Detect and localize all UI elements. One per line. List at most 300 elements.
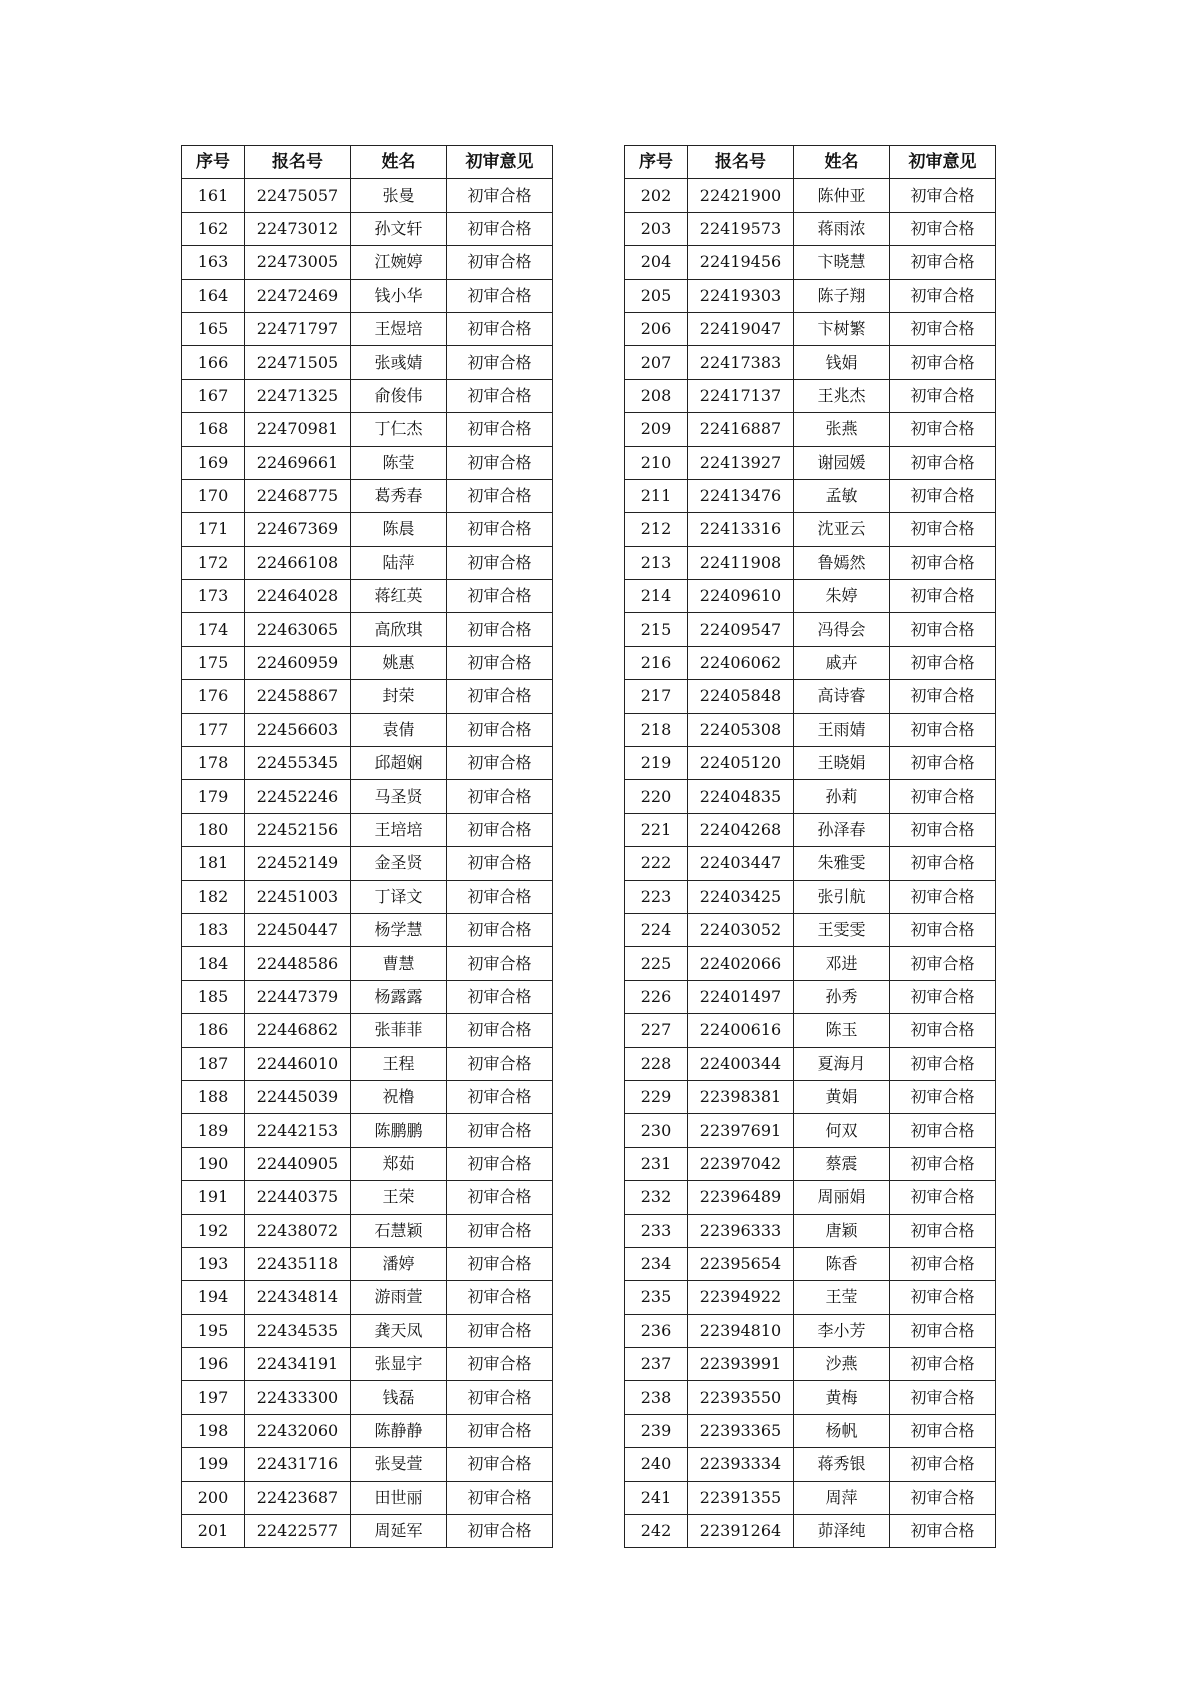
table-row bbox=[625, 1114, 996, 1147]
cell-name: 杨帆 bbox=[794, 1414, 890, 1447]
cell-opinion: 初审合格 bbox=[890, 346, 996, 379]
cell-seq: 231 bbox=[625, 1147, 688, 1180]
cell-opinion: 初审合格 bbox=[447, 913, 553, 946]
table-row bbox=[625, 880, 996, 913]
cell-name: 孙文轩 bbox=[351, 212, 447, 245]
cell-reg: 22466108 bbox=[245, 546, 351, 579]
cell-name: 卞晓慧 bbox=[794, 246, 890, 279]
cell-reg: 22432060 bbox=[245, 1414, 351, 1447]
cell-opinion: 初审合格 bbox=[890, 279, 996, 312]
table-row bbox=[625, 1348, 996, 1381]
cell-seq: 197 bbox=[182, 1381, 245, 1414]
cell-seq: 200 bbox=[182, 1481, 245, 1514]
table-row bbox=[182, 1314, 553, 1347]
cell-reg: 22391355 bbox=[688, 1481, 794, 1514]
table-row bbox=[182, 613, 553, 646]
cell-seq: 193 bbox=[182, 1247, 245, 1280]
cell-name: 金圣贤 bbox=[351, 847, 447, 880]
cell-name: 张菲菲 bbox=[351, 1014, 447, 1047]
cell-opinion: 初审合格 bbox=[447, 1047, 553, 1080]
cell-seq: 195 bbox=[182, 1314, 245, 1347]
cell-opinion: 初审合格 bbox=[890, 913, 996, 946]
cell-name: 鲁嫣然 bbox=[794, 546, 890, 579]
cell-opinion: 初审合格 bbox=[890, 1381, 996, 1414]
cell-opinion: 初审合格 bbox=[447, 1314, 553, 1347]
table-row bbox=[182, 246, 553, 279]
cell-opinion: 初审合格 bbox=[447, 179, 553, 212]
table-row bbox=[625, 747, 996, 780]
cell-reg: 22400344 bbox=[688, 1047, 794, 1080]
cell-name: 冯得会 bbox=[794, 613, 890, 646]
cell-reg: 22455345 bbox=[245, 747, 351, 780]
table-row bbox=[182, 513, 553, 546]
cell-reg: 22404835 bbox=[688, 780, 794, 813]
table-row bbox=[182, 680, 553, 713]
cell-name: 江婉婷 bbox=[351, 246, 447, 279]
table-row bbox=[182, 1281, 553, 1314]
cell-reg: 22397042 bbox=[688, 1147, 794, 1180]
cell-reg: 22456603 bbox=[245, 713, 351, 746]
cell-reg: 22419456 bbox=[688, 246, 794, 279]
cell-reg: 22452149 bbox=[245, 847, 351, 880]
cell-name: 蒋秀银 bbox=[794, 1448, 890, 1481]
table-row bbox=[182, 1080, 553, 1113]
cell-opinion: 初审合格 bbox=[447, 1147, 553, 1180]
cell-reg: 22403447 bbox=[688, 847, 794, 880]
cell-name: 张彧婧 bbox=[351, 346, 447, 379]
cell-name: 朱婷 bbox=[794, 580, 890, 613]
cell-seq: 161 bbox=[182, 179, 245, 212]
cell-opinion: 初审合格 bbox=[447, 1181, 553, 1214]
header-reg: 报名号 bbox=[688, 146, 794, 179]
cell-opinion: 初审合格 bbox=[890, 479, 996, 512]
table-row bbox=[182, 479, 553, 512]
cell-seq: 171 bbox=[182, 513, 245, 546]
cell-reg: 22451003 bbox=[245, 880, 351, 913]
cell-reg: 22468775 bbox=[245, 479, 351, 512]
cell-seq: 177 bbox=[182, 713, 245, 746]
cell-reg: 22440905 bbox=[245, 1147, 351, 1180]
header-reg: 报名号 bbox=[245, 146, 351, 179]
cell-reg: 22463065 bbox=[245, 613, 351, 646]
cell-reg: 22405308 bbox=[688, 713, 794, 746]
cell-seq: 181 bbox=[182, 847, 245, 880]
cell-name: 曹慧 bbox=[351, 947, 447, 980]
table-row bbox=[182, 747, 553, 780]
cell-reg: 22401497 bbox=[688, 980, 794, 1013]
cell-seq: 192 bbox=[182, 1214, 245, 1247]
cell-opinion: 初审合格 bbox=[447, 680, 553, 713]
cell-seq: 163 bbox=[182, 246, 245, 279]
cell-name: 郑茹 bbox=[351, 1147, 447, 1180]
cell-reg: 22446010 bbox=[245, 1047, 351, 1080]
cell-seq: 226 bbox=[625, 980, 688, 1013]
cell-reg: 22419047 bbox=[688, 312, 794, 345]
cell-opinion: 初审合格 bbox=[890, 1147, 996, 1180]
cell-name: 田世丽 bbox=[351, 1481, 447, 1514]
header-seq: 序号 bbox=[625, 146, 688, 179]
cell-name: 张旻萱 bbox=[351, 1448, 447, 1481]
table-row bbox=[625, 1214, 996, 1247]
cell-name: 杨露露 bbox=[351, 980, 447, 1013]
cell-opinion: 初审合格 bbox=[447, 1014, 553, 1047]
cell-name: 王兆杰 bbox=[794, 379, 890, 412]
cell-opinion: 初审合格 bbox=[890, 246, 996, 279]
table-row bbox=[625, 580, 996, 613]
cell-name: 王培培 bbox=[351, 813, 447, 846]
cell-opinion: 初审合格 bbox=[447, 646, 553, 679]
cell-reg: 22400616 bbox=[688, 1014, 794, 1047]
cell-opinion: 初审合格 bbox=[447, 1348, 553, 1381]
cell-name: 高诗睿 bbox=[794, 680, 890, 713]
cell-opinion: 初审合格 bbox=[447, 580, 553, 613]
cell-opinion: 初审合格 bbox=[890, 1281, 996, 1314]
cell-seq: 239 bbox=[625, 1414, 688, 1447]
table-row bbox=[625, 1481, 996, 1514]
table-row bbox=[625, 312, 996, 345]
cell-name: 李小芳 bbox=[794, 1314, 890, 1347]
cell-opinion: 初审合格 bbox=[447, 1515, 553, 1548]
cell-opinion: 初审合格 bbox=[890, 379, 996, 412]
cell-seq: 202 bbox=[625, 179, 688, 212]
cell-name: 黄梅 bbox=[794, 1381, 890, 1414]
cell-seq: 219 bbox=[625, 747, 688, 780]
cell-reg: 22473012 bbox=[245, 212, 351, 245]
cell-name: 钱小华 bbox=[351, 279, 447, 312]
cell-reg: 22447379 bbox=[245, 980, 351, 1013]
cell-seq: 175 bbox=[182, 646, 245, 679]
cell-name: 陈莹 bbox=[351, 446, 447, 479]
cell-opinion: 初审合格 bbox=[447, 246, 553, 279]
cell-name: 王荣 bbox=[351, 1181, 447, 1214]
cell-seq: 234 bbox=[625, 1247, 688, 1280]
table-row bbox=[182, 847, 553, 880]
cell-reg: 22417137 bbox=[688, 379, 794, 412]
table-row bbox=[182, 1348, 553, 1381]
cell-seq: 167 bbox=[182, 379, 245, 412]
cell-opinion: 初审合格 bbox=[890, 1448, 996, 1481]
cell-seq: 214 bbox=[625, 580, 688, 613]
cell-name: 茆泽纯 bbox=[794, 1515, 890, 1548]
cell-reg: 22471505 bbox=[245, 346, 351, 379]
cell-seq: 165 bbox=[182, 312, 245, 345]
cell-reg: 22452246 bbox=[245, 780, 351, 813]
cell-reg: 22471797 bbox=[245, 312, 351, 345]
cell-reg: 22393550 bbox=[688, 1381, 794, 1414]
table-row bbox=[625, 279, 996, 312]
table-row bbox=[182, 1515, 553, 1548]
cell-seq: 199 bbox=[182, 1448, 245, 1481]
table-row bbox=[182, 312, 553, 345]
cell-seq: 170 bbox=[182, 479, 245, 512]
table-row bbox=[182, 546, 553, 579]
cell-name: 张燕 bbox=[794, 413, 890, 446]
table-row bbox=[182, 580, 553, 613]
cell-reg: 22450447 bbox=[245, 913, 351, 946]
cell-name: 陈仲亚 bbox=[794, 179, 890, 212]
cell-seq: 212 bbox=[625, 513, 688, 546]
cell-seq: 205 bbox=[625, 279, 688, 312]
cell-name: 姚惠 bbox=[351, 646, 447, 679]
cell-name: 孙秀 bbox=[794, 980, 890, 1013]
cell-name: 朱雅雯 bbox=[794, 847, 890, 880]
cell-seq: 172 bbox=[182, 546, 245, 579]
cell-opinion: 初审合格 bbox=[890, 546, 996, 579]
cell-reg: 22435118 bbox=[245, 1247, 351, 1280]
table-row bbox=[182, 346, 553, 379]
cell-reg: 22413316 bbox=[688, 513, 794, 546]
cell-seq: 213 bbox=[625, 546, 688, 579]
table-row bbox=[625, 646, 996, 679]
cell-seq: 217 bbox=[625, 680, 688, 713]
cell-opinion: 初审合格 bbox=[447, 1481, 553, 1514]
table-row bbox=[182, 413, 553, 446]
cell-opinion: 初审合格 bbox=[890, 680, 996, 713]
cell-name: 王雨婧 bbox=[794, 713, 890, 746]
cell-seq: 241 bbox=[625, 1481, 688, 1514]
cell-reg: 22460959 bbox=[245, 646, 351, 679]
table-row bbox=[625, 813, 996, 846]
table-row bbox=[625, 513, 996, 546]
table-row bbox=[182, 980, 553, 1013]
cell-seq: 228 bbox=[625, 1047, 688, 1080]
cell-opinion: 初审合格 bbox=[890, 847, 996, 880]
cell-opinion: 初审合格 bbox=[890, 1080, 996, 1113]
cell-seq: 238 bbox=[625, 1381, 688, 1414]
cell-name: 张曼 bbox=[351, 179, 447, 212]
cell-reg: 22403052 bbox=[688, 913, 794, 946]
cell-seq: 173 bbox=[182, 580, 245, 613]
cell-name: 石慧颖 bbox=[351, 1214, 447, 1247]
cell-reg: 22397691 bbox=[688, 1114, 794, 1147]
cell-reg: 22452156 bbox=[245, 813, 351, 846]
cell-opinion: 初审合格 bbox=[890, 1114, 996, 1147]
cell-name: 邓进 bbox=[794, 947, 890, 980]
cell-seq: 176 bbox=[182, 680, 245, 713]
cell-reg: 22413927 bbox=[688, 446, 794, 479]
table-row bbox=[182, 646, 553, 679]
cell-seq: 220 bbox=[625, 780, 688, 813]
table-row bbox=[182, 947, 553, 980]
cell-opinion: 初审合格 bbox=[447, 1214, 553, 1247]
cell-name: 封荣 bbox=[351, 680, 447, 713]
cell-name: 游雨萱 bbox=[351, 1281, 447, 1314]
cell-seq: 222 bbox=[625, 847, 688, 880]
cell-reg: 22472469 bbox=[245, 279, 351, 312]
cell-name: 马圣贤 bbox=[351, 780, 447, 813]
cell-seq: 211 bbox=[625, 479, 688, 512]
header-name: 姓名 bbox=[351, 146, 447, 179]
cell-seq: 229 bbox=[625, 1080, 688, 1113]
table-row bbox=[625, 947, 996, 980]
cell-opinion: 初审合格 bbox=[447, 346, 553, 379]
cell-seq: 236 bbox=[625, 1314, 688, 1347]
cell-name: 蒋红英 bbox=[351, 580, 447, 613]
cell-name: 王程 bbox=[351, 1047, 447, 1080]
cell-reg: 22470981 bbox=[245, 413, 351, 446]
cell-opinion: 初审合格 bbox=[890, 947, 996, 980]
cell-reg: 22419303 bbox=[688, 279, 794, 312]
cell-seq: 187 bbox=[182, 1047, 245, 1080]
cell-name: 蔡震 bbox=[794, 1147, 890, 1180]
cell-reg: 22438072 bbox=[245, 1214, 351, 1247]
cell-seq: 233 bbox=[625, 1214, 688, 1247]
cell-opinion: 初审合格 bbox=[447, 713, 553, 746]
cell-opinion: 初审合格 bbox=[447, 1414, 553, 1447]
table-row bbox=[182, 1381, 553, 1414]
table-row bbox=[182, 1247, 553, 1280]
cell-seq: 237 bbox=[625, 1348, 688, 1381]
cell-seq: 227 bbox=[625, 1014, 688, 1047]
cell-name: 陈鹏鹏 bbox=[351, 1114, 447, 1147]
cell-name: 谢园媛 bbox=[794, 446, 890, 479]
cell-reg: 22404268 bbox=[688, 813, 794, 846]
table-row bbox=[625, 446, 996, 479]
cell-reg: 22434191 bbox=[245, 1348, 351, 1381]
cell-reg: 22446862 bbox=[245, 1014, 351, 1047]
header-opinion: 初审意见 bbox=[447, 146, 553, 179]
cell-name: 戚卉 bbox=[794, 646, 890, 679]
table-row bbox=[182, 1181, 553, 1214]
cell-name: 王煜培 bbox=[351, 312, 447, 345]
cell-seq: 225 bbox=[625, 947, 688, 980]
cell-seq: 203 bbox=[625, 212, 688, 245]
cell-name: 沈亚云 bbox=[794, 513, 890, 546]
cell-reg: 22391264 bbox=[688, 1515, 794, 1548]
table-left bbox=[181, 145, 553, 1548]
table-row bbox=[625, 1414, 996, 1447]
cell-seq: 180 bbox=[182, 813, 245, 846]
cell-opinion: 初审合格 bbox=[890, 1314, 996, 1347]
cell-name: 周延军 bbox=[351, 1515, 447, 1548]
cell-opinion: 初审合格 bbox=[447, 847, 553, 880]
table-row bbox=[182, 1448, 553, 1481]
cell-opinion: 初审合格 bbox=[447, 1114, 553, 1147]
table-row bbox=[625, 179, 996, 212]
cell-reg: 22464028 bbox=[245, 580, 351, 613]
cell-seq: 162 bbox=[182, 212, 245, 245]
table-row bbox=[182, 1481, 553, 1514]
cell-seq: 186 bbox=[182, 1014, 245, 1047]
cell-seq: 235 bbox=[625, 1281, 688, 1314]
cell-seq: 221 bbox=[625, 813, 688, 846]
cell-name: 黄娟 bbox=[794, 1080, 890, 1113]
cell-opinion: 初审合格 bbox=[890, 780, 996, 813]
table-row bbox=[625, 1247, 996, 1280]
cell-reg: 22405848 bbox=[688, 680, 794, 713]
cell-opinion: 初审合格 bbox=[447, 747, 553, 780]
cell-seq: 224 bbox=[625, 913, 688, 946]
cell-name: 高欣琪 bbox=[351, 613, 447, 646]
cell-name: 丁仁杰 bbox=[351, 413, 447, 446]
cell-opinion: 初审合格 bbox=[447, 947, 553, 980]
cell-reg: 22434535 bbox=[245, 1314, 351, 1347]
cell-name: 孙莉 bbox=[794, 780, 890, 813]
table-row bbox=[625, 346, 996, 379]
cell-reg: 22423687 bbox=[245, 1481, 351, 1514]
cell-seq: 230 bbox=[625, 1114, 688, 1147]
cell-seq: 210 bbox=[625, 446, 688, 479]
cell-reg: 22448586 bbox=[245, 947, 351, 980]
cell-reg: 22416887 bbox=[688, 413, 794, 446]
cell-opinion: 初审合格 bbox=[890, 1181, 996, 1214]
cell-opinion: 初审合格 bbox=[447, 1080, 553, 1113]
cell-opinion: 初审合格 bbox=[890, 580, 996, 613]
cell-opinion: 初审合格 bbox=[890, 446, 996, 479]
cell-reg: 22440375 bbox=[245, 1181, 351, 1214]
cell-seq: 185 bbox=[182, 980, 245, 1013]
table-row bbox=[182, 179, 553, 212]
cell-reg: 22469661 bbox=[245, 446, 351, 479]
cell-name: 张引航 bbox=[794, 880, 890, 913]
table-row bbox=[182, 1014, 553, 1047]
header-opinion: 初审意见 bbox=[890, 146, 996, 179]
cell-seq: 168 bbox=[182, 413, 245, 446]
cell-opinion: 初审合格 bbox=[890, 212, 996, 245]
table-row bbox=[625, 379, 996, 412]
cell-reg: 22394922 bbox=[688, 1281, 794, 1314]
cell-seq: 189 bbox=[182, 1114, 245, 1147]
cell-opinion: 初审合格 bbox=[447, 1247, 553, 1280]
cell-opinion: 初审合格 bbox=[447, 379, 553, 412]
cell-opinion: 初审合格 bbox=[447, 1281, 553, 1314]
cell-opinion: 初审合格 bbox=[447, 546, 553, 579]
table-row bbox=[625, 212, 996, 245]
cell-seq: 216 bbox=[625, 646, 688, 679]
table-row bbox=[182, 1047, 553, 1080]
cell-reg: 22467369 bbox=[245, 513, 351, 546]
cell-opinion: 初审合格 bbox=[447, 513, 553, 546]
cell-reg: 22421900 bbox=[688, 179, 794, 212]
cell-opinion: 初审合格 bbox=[890, 1414, 996, 1447]
cell-reg: 22417383 bbox=[688, 346, 794, 379]
table-row bbox=[182, 1414, 553, 1447]
table-header-row bbox=[182, 146, 553, 179]
table-row bbox=[182, 379, 553, 412]
cell-name: 周丽娟 bbox=[794, 1181, 890, 1214]
cell-name: 钱娟 bbox=[794, 346, 890, 379]
cell-opinion: 初审合格 bbox=[890, 179, 996, 212]
table-row bbox=[182, 913, 553, 946]
cell-name: 钱磊 bbox=[351, 1381, 447, 1414]
table-row bbox=[625, 980, 996, 1013]
cell-seq: 190 bbox=[182, 1147, 245, 1180]
cell-name: 祝橹 bbox=[351, 1080, 447, 1113]
cell-opinion: 初审合格 bbox=[890, 1348, 996, 1381]
cell-seq: 188 bbox=[182, 1080, 245, 1113]
cell-reg: 22411908 bbox=[688, 546, 794, 579]
cell-name: 沙燕 bbox=[794, 1348, 890, 1381]
cell-seq: 182 bbox=[182, 880, 245, 913]
cell-reg: 22406062 bbox=[688, 646, 794, 679]
cell-seq: 191 bbox=[182, 1181, 245, 1214]
table-row bbox=[625, 1147, 996, 1180]
cell-reg: 22403425 bbox=[688, 880, 794, 913]
table-row bbox=[625, 913, 996, 946]
cell-name: 袁倩 bbox=[351, 713, 447, 746]
cell-opinion: 初审合格 bbox=[447, 413, 553, 446]
cell-reg: 22475057 bbox=[245, 179, 351, 212]
cell-opinion: 初审合格 bbox=[890, 713, 996, 746]
table-row bbox=[625, 1014, 996, 1047]
cell-name: 王晓娟 bbox=[794, 747, 890, 780]
cell-reg: 22413476 bbox=[688, 479, 794, 512]
table-row bbox=[182, 446, 553, 479]
table-row bbox=[625, 847, 996, 880]
cell-name: 孙泽春 bbox=[794, 813, 890, 846]
cell-seq: 196 bbox=[182, 1348, 245, 1381]
cell-opinion: 初审合格 bbox=[890, 312, 996, 345]
